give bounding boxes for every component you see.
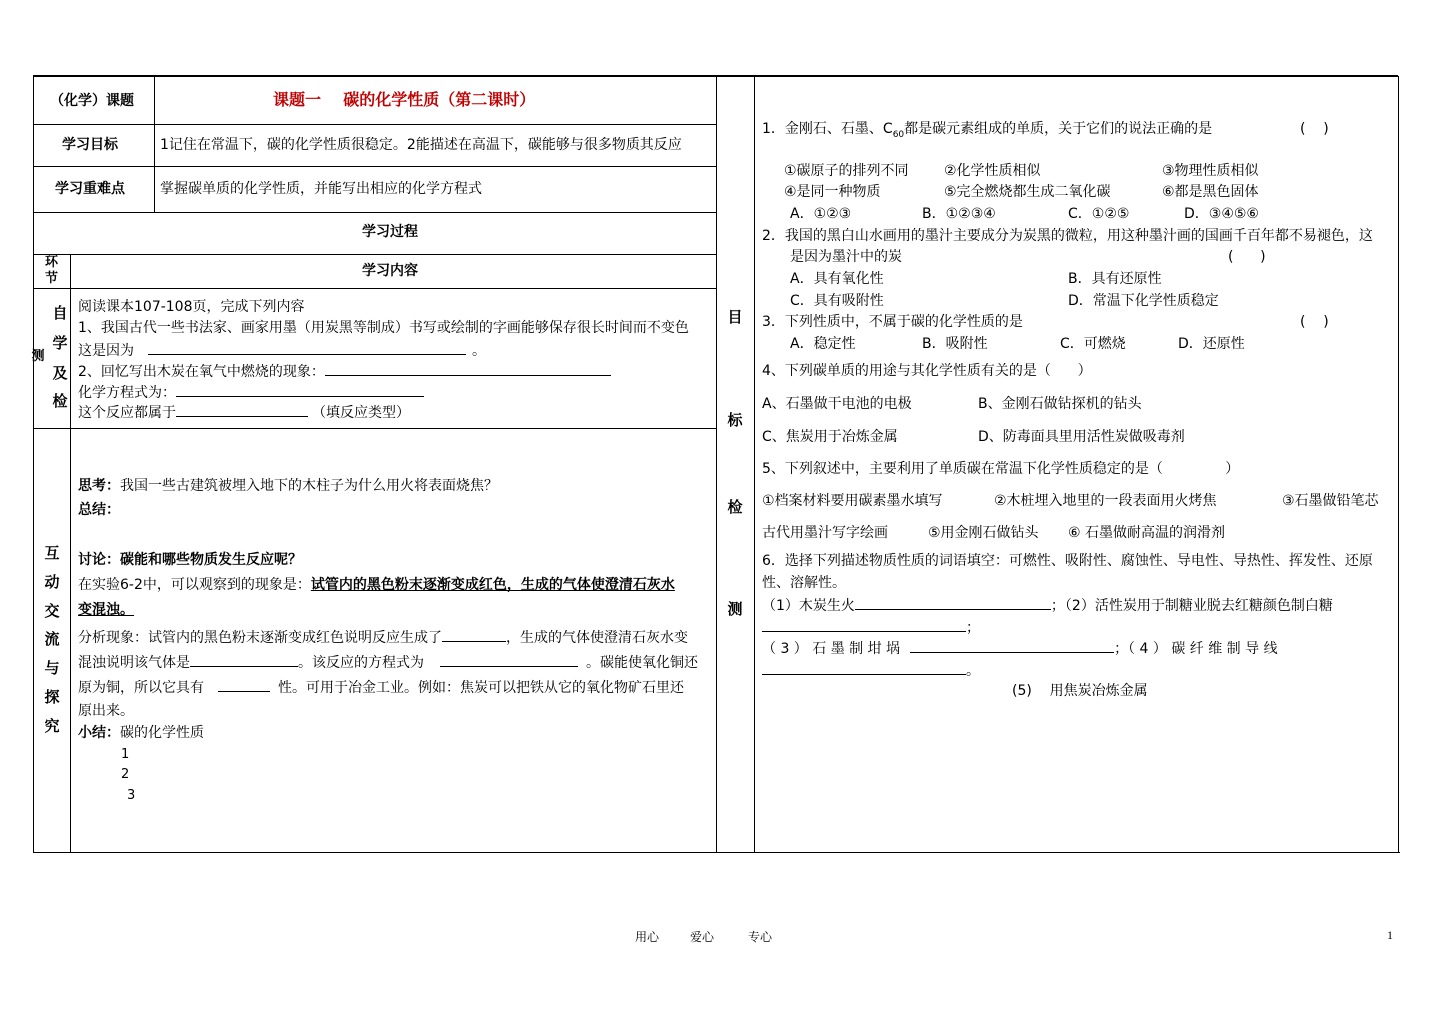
self-study-char-4: 检 [52, 392, 68, 410]
border-left [33, 76, 34, 853]
q4-choice-c[interactable]: C、焦炭用于冶炼金属 [762, 429, 898, 445]
analysis-1b: ，生成的气体使澄清石灰水变 [506, 630, 688, 646]
q6-blank-4[interactable] [762, 662, 966, 675]
subject-label: （化学）课题 [50, 93, 134, 109]
q2-choice-d[interactable]: D．常温下化学性质稳定 [1068, 293, 1219, 309]
blank-8[interactable] [218, 679, 270, 692]
self-study-line-1: 阅读课本107-108页，完成下列内容 [78, 299, 305, 315]
process-label: 学习过程 [362, 224, 418, 240]
q4-choice-d[interactable]: D、防毒面具里用活性炭做吸毒剂 [978, 429, 1185, 445]
q1-choice-d[interactable]: D．③④⑤⑥ [1184, 206, 1259, 222]
mini-item-1: 1 [121, 747, 130, 762]
q1-option-5: ⑤完全燃烧都生成二氧化碳 [944, 184, 1111, 200]
q1-paren: ( ) [1300, 121, 1329, 137]
mini-text: 碳的化学性质 [120, 725, 204, 741]
q5-option-4: 古代用墨汁写字绘画 [762, 525, 888, 541]
blank-4[interactable] [176, 404, 308, 417]
q2-paren: ( ) [1228, 249, 1266, 265]
q2-choice-b[interactable]: B．具有还原性 [1068, 271, 1162, 287]
analysis-2b: 。该反应的方程式为 [298, 655, 424, 671]
target-char-3: 检 [727, 498, 743, 516]
page-title: 课题一 碳的化学性质（第二课时） [273, 90, 536, 109]
q1-choice-c[interactable]: C．①②⑤ [1068, 206, 1130, 222]
row-line-2 [33, 166, 717, 167]
q3-stem: 3．下列性质中，不属于碳的化学性质的是 [762, 314, 1023, 330]
self-study-line-2: 1、我国古代一些书法家、画家用墨（用炭黑等制成）书写或绘制的字画能够保存很长时间而不变色 [78, 320, 689, 336]
q1-stem [762, 122, 1212, 140]
q6-item-3: （ 3 ） 石 墨 制 坩 埚 [762, 641, 901, 657]
q1-option-2: ②化学性质相似 [944, 163, 1041, 179]
experiment-line-2: 变混浊。 [78, 602, 134, 618]
q6-item-2: ；（2）活性炭用于制糖业脱去红糖颜色制白糖 [1050, 598, 1333, 614]
q5-option-2: ②木桩埋入地里的一段表面用火烤焦 [994, 493, 1217, 509]
interactive-char-5: 与 [44, 659, 60, 677]
q3-choice-d[interactable]: D．还原性 [1178, 336, 1245, 352]
divider-middle-1 [716, 76, 717, 853]
line-6-suffix: （填反应类型） [312, 405, 410, 421]
footer-mid: 爱心 [690, 930, 715, 944]
interactive-char-6: 探 [44, 688, 60, 706]
mini-label: 小结： [78, 725, 120, 741]
q6-blank-2[interactable] [762, 619, 966, 632]
analysis-line-2 [78, 654, 698, 670]
self-study-char-3: 及 [52, 364, 68, 382]
mini-item-3: 3 [127, 788, 136, 803]
row-line-1 [33, 124, 717, 125]
goal-label: 学习目标 [62, 137, 118, 153]
self-study-line-3 [78, 342, 486, 358]
think-line [78, 479, 498, 493]
q1-sub: 60 [892, 129, 905, 140]
q6-item-4: ；（ 4 ） 碳 纤 维 制 导 线 [1114, 641, 1278, 657]
divider-label-col [154, 76, 155, 213]
blank-3[interactable] [176, 384, 424, 397]
summary-label: 总结： [78, 502, 120, 518]
divider-section-col [70, 254, 71, 853]
analysis-3a: 原为铜，所以它具有 [78, 680, 204, 696]
interactive-char-3: 交 [44, 602, 60, 620]
analysis-line-4: 原出来。 [78, 703, 134, 719]
discuss-line: 讨论：碳能和哪些物质发生反应呢？ [78, 552, 302, 568]
analysis-2a: 混浊说明该气体是 [78, 655, 190, 671]
self-study-line-5 [78, 384, 424, 400]
q6-stem-1: 6．选择下列描述物质性质的词语填空：可燃性、吸附性、腐蚀性、导电性、导热性、挥发性、还原 [762, 553, 1373, 569]
row-line-6 [33, 428, 717, 429]
interactive-char-4: 流 [44, 630, 60, 648]
q6-item-1-2 [762, 597, 1333, 613]
self-study-char-side: 测 [31, 349, 45, 364]
self-study-line-4 [78, 363, 611, 379]
blank-6[interactable] [190, 654, 298, 667]
goal-text: 1记住在常温下，碳的化学性质很稳定。2能描述在高温下，碳能够与很多物质其反应 [160, 137, 682, 153]
q4-choice-b[interactable]: B、金刚石做钻探机的钻头 [978, 396, 1142, 412]
interactive-char-1: 互 [44, 544, 60, 562]
think-label: 思考： [78, 478, 120, 494]
q6-blank-1[interactable] [855, 597, 1051, 610]
q1-option-4: ④是同一种物质 [784, 184, 881, 200]
self-study-line-6 [78, 404, 410, 420]
line-6-prefix: 这个反应都属于 [78, 405, 176, 421]
line-3-suffix: 。 [472, 343, 486, 359]
line-3-prefix: 这是因为 [78, 343, 134, 359]
analysis-line-1 [78, 629, 688, 645]
q3-choice-c[interactable]: C．可燃烧 [1060, 336, 1126, 352]
q1-b: 都是碳元素组成的单质，关于它们的说法正确的是 [904, 121, 1213, 137]
q4-choice-a[interactable]: A、石墨做干电池的电极 [762, 396, 912, 412]
q2-stem-1: 2．我国的黑白山水画用的墨汁主要成分为炭黑的微粒，用这种墨汁画的国画千百年都不易褪色，这 [762, 228, 1373, 244]
exp-observation: 试管内的黑色粉末逐渐变成红色，生成的气体使澄清石灰水 [310, 577, 675, 593]
q5-option-1: ①档案材料要用碳素墨水填写 [762, 493, 943, 509]
border-right [1398, 76, 1399, 853]
q4-stem: 4、下列碳单质的用途与其化学性质有关的是（ ） [762, 363, 1092, 379]
q3-paren: ( ) [1300, 314, 1329, 330]
q2-stem-2: 是因为墨汁中的炭 [790, 249, 902, 265]
target-char-1: 目 [727, 308, 743, 326]
q6-semi: ； [966, 620, 980, 636]
row-line-5 [33, 288, 717, 289]
q6-item-2-blank-line [762, 619, 980, 635]
q2-choice-c[interactable]: C．具有吸附性 [790, 293, 884, 309]
q6-blank-3[interactable] [910, 640, 1114, 653]
mini-item-2: 2 [121, 767, 130, 782]
section-label-1: 环 [45, 255, 59, 270]
blank-5[interactable] [442, 629, 506, 642]
blank-7[interactable] [440, 654, 578, 667]
q1-option-3: ③物理性质相似 [1162, 163, 1259, 179]
interactive-char-7: 究 [44, 717, 60, 735]
q3-choice-a[interactable]: A．稳定性 [790, 336, 856, 352]
target-char-4: 测 [727, 600, 743, 618]
q6-item-5: (5) 用焦炭冶炼金属 [1012, 683, 1148, 699]
q1-option-6: ⑥都是黑色固体 [1162, 184, 1259, 200]
section-label-2: 节 [45, 271, 59, 286]
q1-option-1: ①碳原子的排列不同 [784, 163, 909, 179]
experiment-line-1 [78, 578, 675, 592]
analysis-line-3 [78, 679, 684, 695]
interactive-char-2: 动 [44, 573, 60, 591]
divider-middle-2 [754, 76, 755, 853]
key-label: 学习重难点 [55, 181, 125, 197]
q1-choice-a[interactable]: A．①②③ [790, 206, 852, 222]
q5-stem: 5、下列叙述中，主要利用了单质碳在常温下化学性质稳定的是（ ） [762, 461, 1240, 477]
analysis-2c: 。碳能使氧化铜还 [586, 655, 698, 671]
q6-item-4-blank-line [762, 662, 980, 678]
q1-a: 1．金刚石、石墨、C [762, 121, 893, 137]
blank-1[interactable] [148, 342, 466, 355]
row-line-4 [33, 254, 717, 255]
target-char-2: 标 [727, 411, 743, 429]
line-4-text: 2、回忆写出木炭在氧气中燃烧的现象： [78, 364, 325, 380]
q6-item-3-4 [762, 640, 1278, 656]
key-text: 掌握碳单质的化学性质，并能写出相应的化学方程式 [160, 181, 482, 197]
q6-stem-2: 性、溶解性。 [762, 575, 846, 591]
q5-option-3: ③石墨做铅笔芯 [1282, 493, 1379, 509]
self-study-char-1: 自 [52, 304, 68, 322]
analysis-3b: 性。可用于冶金工业。例如：焦炭可以把铁从它的氧化物矿石里还 [278, 680, 684, 696]
footer-right: 专心 [748, 930, 773, 944]
mini-summary [78, 726, 204, 740]
analysis-1a: 分析现象：试管内的黑色粉末逐渐变成红色说明反应生成了 [78, 630, 442, 646]
q6-item-1: （1）木炭生火 [762, 598, 855, 614]
q5-option-6: ⑥ 石墨做耐高温的润滑剂 [1068, 525, 1226, 541]
exp-prefix: 在实验6-2中，可以观察到的现象是： [78, 577, 311, 593]
self-study-char-2: 学 [52, 334, 68, 352]
q6-end: 。 [966, 663, 980, 679]
think-text: 我国一些古建筑被埋入地下的木柱子为什么用火将表面烧焦？ [120, 478, 498, 494]
footer-left: 用心 [635, 930, 660, 944]
blank-2[interactable] [325, 363, 611, 376]
q2-choice-a[interactable]: A．具有氧化性 [790, 271, 884, 287]
q3-choice-b[interactable]: B．吸附性 [922, 336, 988, 352]
content-label: 学习内容 [362, 263, 418, 279]
page-number: 1 [1387, 928, 1393, 942]
q5-option-5: ⑤用金刚石做钻头 [928, 525, 1039, 541]
row-line-3 [33, 212, 717, 213]
q1-choice-b[interactable]: B．①②③④ [922, 206, 996, 222]
line-5-text: 化学方程式为： [78, 385, 176, 401]
